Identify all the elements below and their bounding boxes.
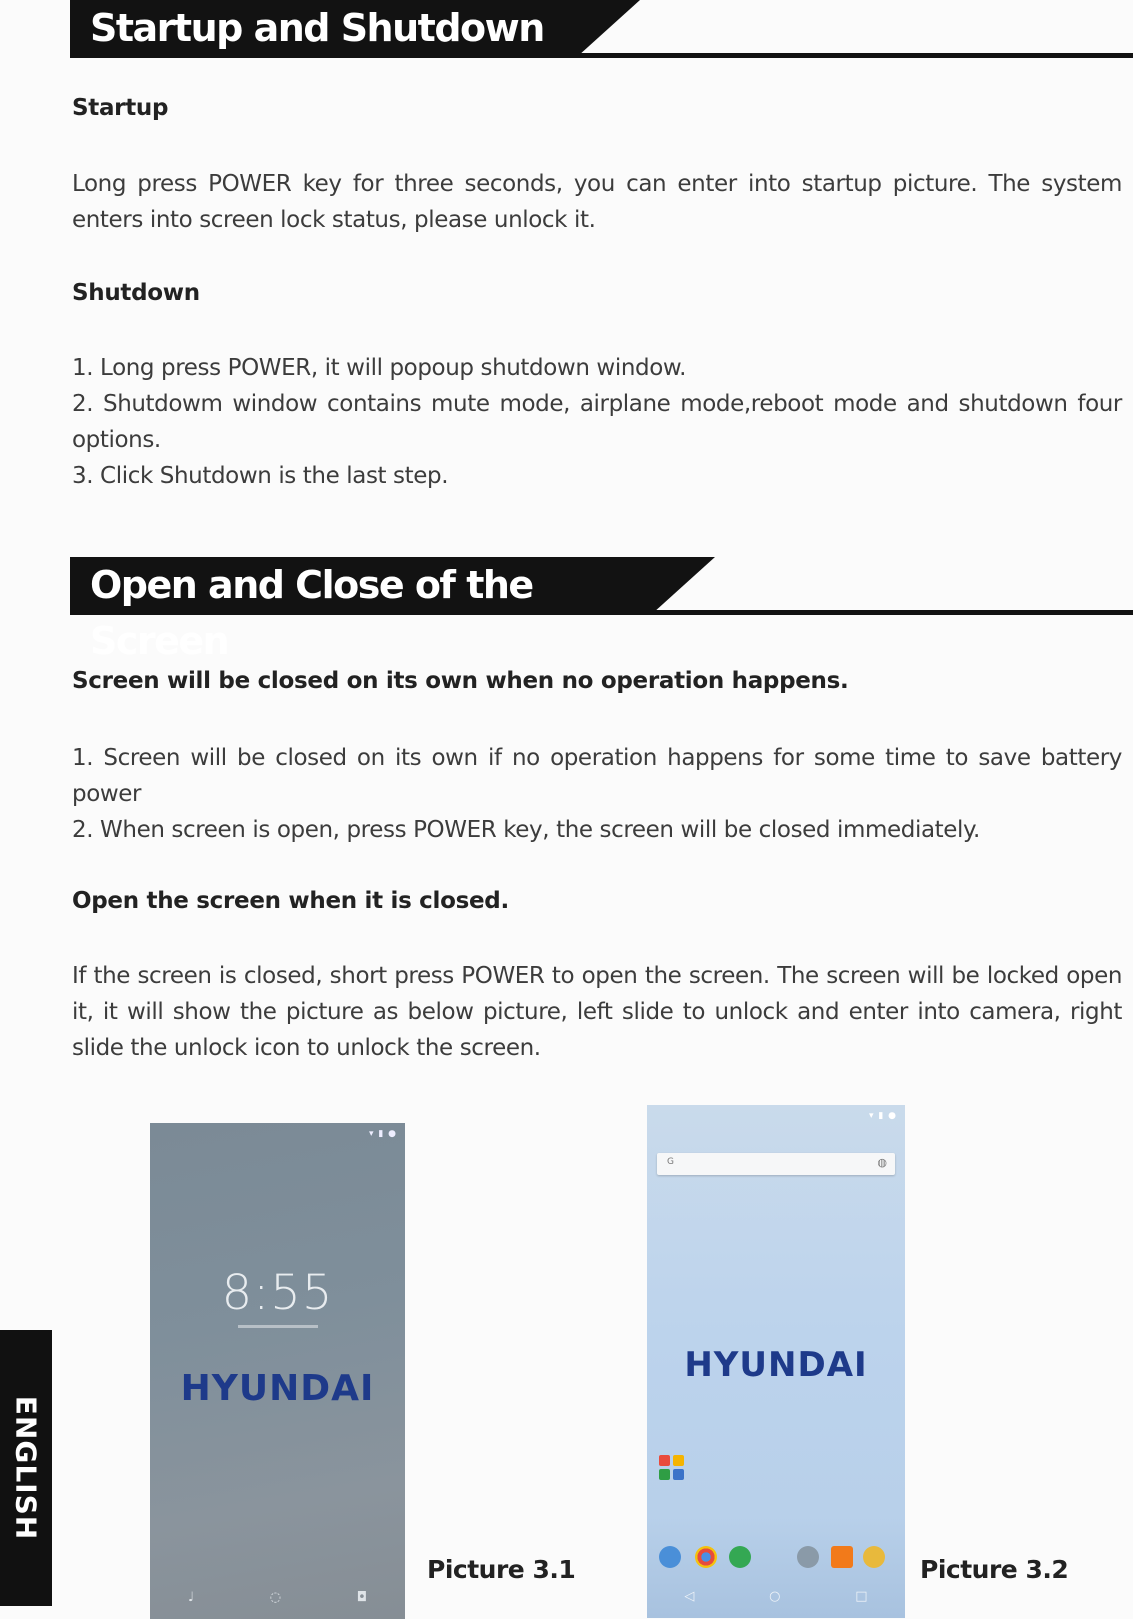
google-icon: G <box>667 1157 674 1167</box>
lock-screen-image <box>150 1123 405 1619</box>
shutdown-heading: Shutdown <box>72 280 200 306</box>
date-line <box>238 1325 318 1328</box>
lock-icon: ◌ <box>269 1590 282 1605</box>
back-icon: ◁ <box>684 1589 695 1604</box>
shutdown-step-3: 3. Click Shutdown is the last step. <box>72 463 449 489</box>
open-text: If the screen is closed, short press POWER to open the screen. The screen will be locked open it, it will show the picture as below picture, left slide to unlock and enter into camera, right slide the unlock icon to unlock the screen. <box>72 963 1122 1061</box>
nav-bar <box>647 1589 905 1604</box>
shutdown-step-2: 2. Shutdowm window contains mute mode, airplane mode,reboot mode and shutdown four options. <box>72 391 1122 453</box>
chrome-icon <box>695 1546 717 1568</box>
brand-logo: HYUNDAI <box>684 1345 868 1385</box>
status-bar-icon: ▾ ▮ ● <box>868 1111 897 1121</box>
play-store-icon <box>729 1546 751 1568</box>
section-header-open-close <box>70 557 1133 663</box>
picture-label-2: Picture 3.2 <box>920 1555 1069 1584</box>
search-bar <box>657 1153 895 1175</box>
language-label: ENGLISH <box>9 1395 43 1541</box>
brand-logo: HYUNDAI <box>180 1368 375 1409</box>
closed-steps <box>72 740 1122 848</box>
open-heading: Open the screen when it is closed. <box>72 888 509 914</box>
app-dock <box>647 1538 905 1578</box>
photos-icon <box>863 1546 885 1568</box>
startup-heading: Startup <box>72 95 169 121</box>
music-icon <box>831 1546 853 1568</box>
section-header-startup-shutdown <box>70 0 1133 62</box>
settings-icon <box>797 1546 819 1568</box>
recents-icon: □ <box>855 1589 868 1604</box>
mic-icon: ♩ <box>187 1590 194 1605</box>
shutdown-step-1: 1. Long press POWER, it will popoup shutdown window. <box>72 355 687 381</box>
section-tab-slant <box>578 0 640 56</box>
picture-label-1: Picture 3.1 <box>427 1555 576 1584</box>
closed-step-1: 1. Screen will be closed on its own if no operation happens for some time to save battery power <box>72 745 1122 807</box>
startup-paragraph <box>72 166 1122 238</box>
startup-text: Long press POWER key for three seconds, you can enter into startup picture. The system enters into screen lock status, please unlock it. <box>72 171 1122 233</box>
apps-folder-icon <box>659 1455 685 1481</box>
closed-step-2: 2. When screen is open, press POWER key, the screen will be closed immediately. <box>72 817 980 843</box>
status-bar-icon: ▾ ▮ ● <box>368 1129 397 1139</box>
language-side-tab <box>0 1330 52 1606</box>
section-title: Open and Close of the Screen <box>70 557 655 613</box>
home-icon: ○ <box>769 1589 781 1604</box>
lock-shortcut-row <box>150 1590 405 1605</box>
home-screen-image <box>647 1105 905 1618</box>
section-tab-slant <box>653 557 715 613</box>
gmail-icon <box>659 1546 681 1568</box>
camera-icon: ◘ <box>356 1590 368 1605</box>
mic-icon: ◍ <box>877 1156 887 1169</box>
closed-heading: Screen will be closed on its own when no operation happens. <box>72 668 849 694</box>
open-paragraph <box>72 958 1122 1066</box>
lock-clock: 8:55 <box>221 1265 334 1321</box>
shutdown-steps <box>72 350 1122 494</box>
section-title: Startup and Shutdown <box>70 0 580 56</box>
section-rule <box>70 610 1133 615</box>
section-rule <box>70 53 1133 58</box>
